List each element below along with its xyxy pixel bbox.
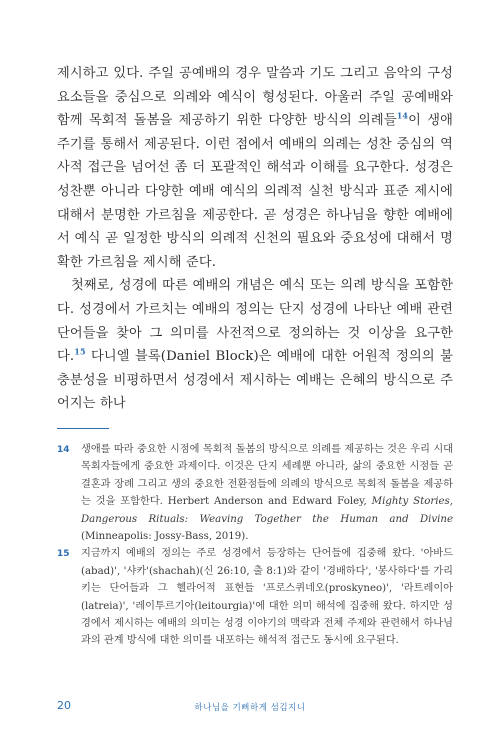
footnote-number: 14: [57, 445, 70, 455]
footnote-14: [57, 441, 453, 545]
running-title: 하나님을 기뻐하게 섬김지니: [194, 703, 306, 713]
footnote-15: [57, 545, 453, 649]
footnote-text: [81, 441, 453, 545]
paragraph-2: [57, 274, 453, 416]
footnote-number: 15: [57, 549, 70, 560]
footnote-text: [81, 545, 453, 649]
page-number: 20: [57, 699, 71, 712]
footnote-text-part: 지금까지 예배의 정의는 주로 성경에서 등장하는 단어들에 집중해 왔다. '아바드(abad)', '샤카'(shachah)(신 26:10, 출 8:1)와 같이 '경배하다', '봉사하다'를 가리키는 단어들과 그 헬라어적 표현들 '프로스퀴네오(proskyneo)', '라트레이아(latreia)', '레이투르기아(leitourgia)'에 대한 의미 해석에 집중해 왔다. 하지만 성경에서 제시하는 예배의 의미는 성경 이야기의 맥락과 전체 주제와 관련해서 하나님과의 관계 방식에 대한 의미를 내포하는 해석적 접근도 동시에 요구된다.: [81, 548, 453, 647]
footnote-divider: [57, 428, 109, 429]
footnote-text-part: 생애를 따라 중요한 시점에 목회적 돌봄의 방식으로 의례를 제공하는 것은 우리 시대 목회자들에게 중요한 과제이다. 이것은 단지 세례뿐 아니라, 삶의 중요한 시점들 곧 결혼과 장례 그리고 생의 중요한 전환점들에 의례의 방식으로 목회적 돌봄을 제공하는 것을 포함한다. Herbert Anderson and Edward Foley,: [81, 444, 453, 508]
main-body-text: [57, 62, 453, 416]
footnote-ref-15[interactable]: 15: [74, 346, 86, 357]
paragraph-1-text-a: 제시하고 있다. 주일 공예배의 경우 말씀과 기도 그리고 음악의 구성 요소들을 중심으로 의례와 예식이 형성된다. 아울러 주일 공예배와 함께 목회적 돌봄을 제공하기 위한 다양한 방식의 의례들: [57, 66, 453, 129]
footnote-ref-14[interactable]: 14: [396, 110, 409, 121]
footnotes-section: [57, 441, 453, 650]
paragraph-2-text-b: 다니엘 블록(Daniel Block)은 예배에 대한 어원적 정의의 불충분성을 비평하면서 성경에서 제시하는 예배는 은혜의 방식으로 주어지는 하나: [57, 349, 453, 412]
paragraph-1: [57, 62, 453, 274]
footnote-text-part: (Minneapolis: Jossy-Bass, 2019).: [81, 531, 249, 543]
paragraph-2-text-a: 첫째로, 성경에 따른 예배의 개념은 예식 또는 의례 방식을 포함한다. 성경에서 가르치는 예배의 정의는 단지 성경에 나타난 예배 관련 단어들을 찾아 그 의미를 사전적으로 정의하는 것 이상을 요구한다.: [57, 278, 453, 365]
paragraph-1-text-b: 이 생애 주기를 통해서 제공된다. 이런 점에서 예배의 의례는 성찬 중심의 역사적 접근을 넘어선 좀 더 포괄적인 해석과 이해를 요구한다. 성경은 성찬뿐 아니라 다양한 예배 예식의 의례적 실천 방식과 표준 제시에 대해서 분명한 가르침을 제공한다. 곧 성경은 하나님을 향한 예배에서 예식 곧 일정한 방식의 의례적 신천의 필요와 중요성에 대해서 명확한 가르침을 제시해 준다.: [57, 113, 454, 270]
book-title: Mighty Stories, Dangerous Rituals: Weaving Together the Human and Divine: [81, 496, 453, 525]
